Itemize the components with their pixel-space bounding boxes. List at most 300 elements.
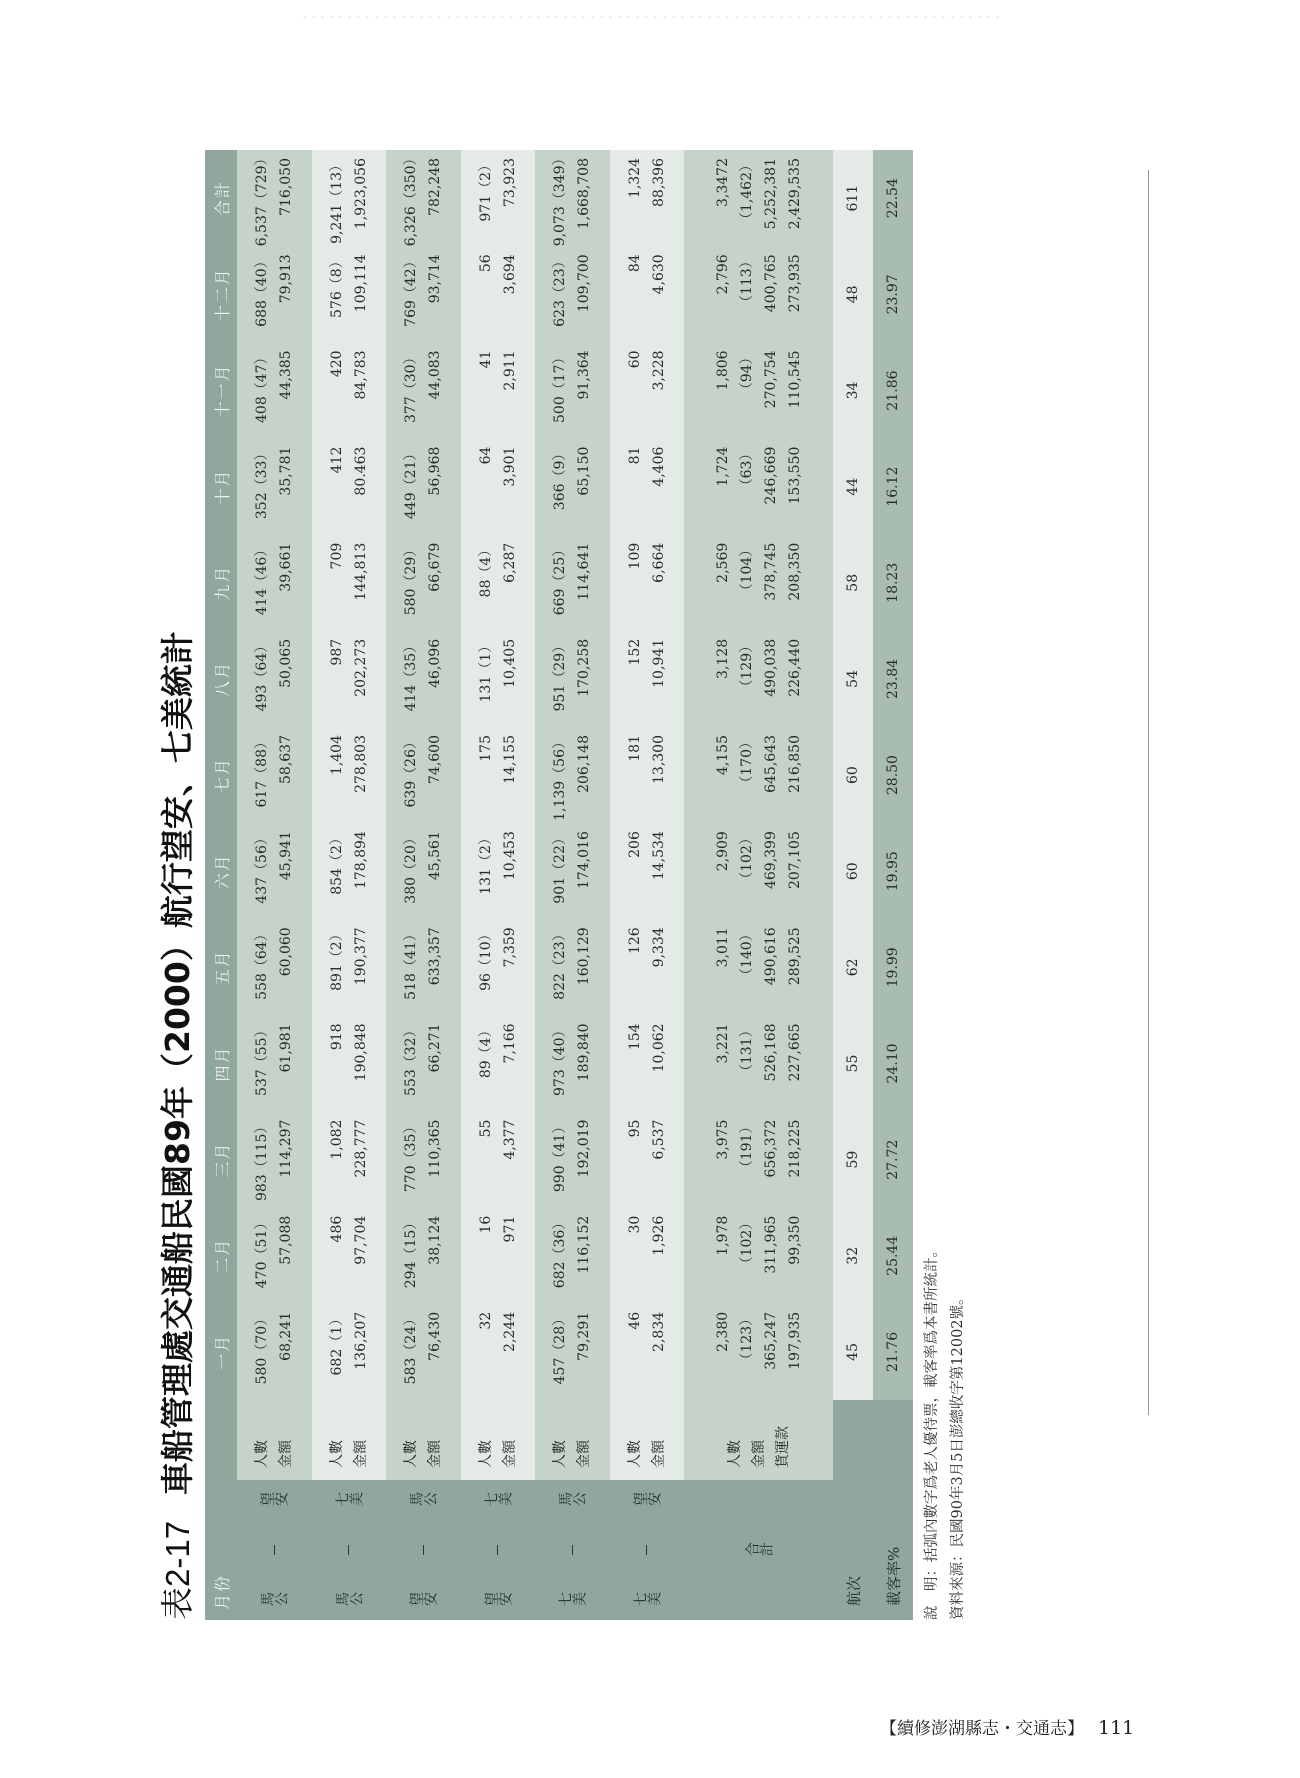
type-labels bbox=[237, 1400, 312, 1480]
cell-value: 44,385 bbox=[278, 350, 295, 400]
route-row bbox=[312, 150, 387, 1620]
data-cell bbox=[312, 246, 387, 342]
cell-value: 469,399 bbox=[762, 831, 779, 890]
cell-value: 81 bbox=[626, 446, 643, 465]
cell-value: 56 bbox=[477, 254, 494, 273]
cell-value: 197,935 bbox=[786, 1311, 803, 1370]
month-header: 五月 bbox=[205, 919, 237, 1015]
flights-row-value: 54 bbox=[833, 631, 873, 727]
cell-value: 175 bbox=[477, 735, 494, 762]
data-cell bbox=[535, 1208, 610, 1304]
type-label: 金額 bbox=[650, 1440, 667, 1468]
cell-value: 500（17） bbox=[552, 350, 569, 423]
data-cell bbox=[684, 439, 833, 535]
data-cell bbox=[237, 1208, 312, 1304]
data-cell bbox=[535, 1015, 610, 1111]
route-place: 望安 bbox=[483, 1592, 512, 1608]
cell-value: 380（20） bbox=[403, 831, 420, 904]
cell-value: 218,225 bbox=[786, 1119, 803, 1178]
cell-value: 639（26） bbox=[403, 735, 420, 808]
type-labels bbox=[312, 1400, 387, 1480]
data-cell bbox=[312, 919, 387, 1015]
route-place: 馬公 bbox=[260, 1592, 289, 1608]
rate-row-value: 19.95 bbox=[873, 823, 913, 919]
route-place: 馬公 bbox=[409, 1492, 438, 1508]
data-cell bbox=[386, 1304, 461, 1400]
data-cell bbox=[610, 246, 685, 342]
cell-value: 2,911 bbox=[501, 350, 518, 391]
flights-row-value: 44 bbox=[833, 439, 873, 535]
cell-value: 10,453 bbox=[501, 831, 518, 881]
data-cell bbox=[312, 1208, 387, 1304]
cell-value: 181 bbox=[626, 735, 643, 762]
type-label: 金額 bbox=[278, 1440, 295, 1468]
cell-value: 14,155 bbox=[501, 735, 518, 784]
type-label: 金額 bbox=[750, 1440, 767, 1468]
cell-value: 227,665 bbox=[786, 1023, 803, 1082]
cell-value: 822（23） bbox=[552, 927, 569, 1000]
data-cell bbox=[535, 919, 610, 1015]
month-header: 十一月 bbox=[205, 342, 237, 438]
cell-value: 4,377 bbox=[501, 1119, 518, 1160]
cell-value: 270,754 bbox=[762, 350, 779, 409]
cell-value: 3,975 bbox=[714, 1119, 731, 1160]
rate-row bbox=[873, 150, 913, 1620]
month-header: 七月 bbox=[205, 727, 237, 823]
cell-value: 64 bbox=[477, 446, 494, 465]
cell-value: 190,848 bbox=[352, 1023, 369, 1082]
data-cell bbox=[237, 823, 312, 919]
table-number: 表2-17 bbox=[159, 1520, 196, 1620]
route-place: 七美 bbox=[632, 1592, 661, 1608]
data-cell bbox=[610, 342, 685, 438]
route-place: 合計 bbox=[744, 1542, 773, 1558]
decorative-dots bbox=[300, 14, 1000, 20]
cell-value: 414（46） bbox=[254, 542, 271, 616]
cell-value: 294（15） bbox=[403, 1215, 420, 1289]
cell-value: 41 bbox=[477, 350, 494, 369]
data-cell bbox=[684, 919, 833, 1015]
data-cell bbox=[386, 631, 461, 727]
data-cell bbox=[237, 246, 312, 342]
cell-value: 901（22） bbox=[552, 831, 569, 904]
type-labels bbox=[610, 1400, 685, 1480]
note-source: 資料來源：民國90年3月5日澎總收字第12002號。 bbox=[950, 1290, 966, 1620]
cell-value: 580（29） bbox=[403, 542, 420, 616]
type-labels bbox=[535, 1400, 610, 1480]
data-cell bbox=[684, 1208, 833, 1304]
cell-value: （102） bbox=[738, 831, 755, 886]
cell-value: 987 bbox=[328, 638, 345, 666]
cell-value: 633,357 bbox=[427, 927, 444, 986]
route-dash bbox=[348, 1545, 349, 1555]
data-cell bbox=[386, 535, 461, 631]
route-place: 馬公 bbox=[334, 1592, 363, 1608]
flights-row-value: 45 bbox=[833, 1304, 873, 1400]
route-label bbox=[535, 1480, 610, 1620]
rate-row-value: 24.10 bbox=[873, 1015, 913, 1111]
cell-value: 6,537 bbox=[650, 1119, 667, 1160]
cell-value: 84,783 bbox=[352, 350, 369, 400]
cell-value: 682（1） bbox=[328, 1311, 345, 1376]
cell-value: 126 bbox=[626, 927, 643, 955]
cell-value: 13,300 bbox=[650, 735, 667, 784]
data-cell bbox=[684, 727, 833, 823]
rate-row-value: 23.84 bbox=[873, 631, 913, 727]
flights-row-value: 58 bbox=[833, 535, 873, 631]
cell-value: 80.463 bbox=[352, 446, 369, 496]
cell-value: 366（9） bbox=[552, 446, 569, 511]
route-place: 七美 bbox=[558, 1592, 587, 1608]
cell-value: （131） bbox=[738, 1023, 755, 1079]
rate-row-value: 22.54 bbox=[873, 150, 913, 246]
cell-value: 420 bbox=[328, 350, 345, 378]
data-cell bbox=[237, 342, 312, 438]
cell-value: 9,334 bbox=[650, 927, 667, 968]
data-cell bbox=[386, 150, 461, 246]
data-cell bbox=[535, 246, 610, 342]
cell-value: 2,380 bbox=[714, 1311, 731, 1352]
data-cell bbox=[461, 1208, 536, 1304]
data-cell bbox=[237, 150, 312, 246]
cell-value: 682（36） bbox=[552, 1215, 569, 1289]
data-cell bbox=[610, 1015, 685, 1111]
data-cell bbox=[610, 535, 685, 631]
cell-value: 2,834 bbox=[650, 1311, 667, 1352]
data-cell bbox=[237, 1112, 312, 1208]
month-header: 四月 bbox=[205, 1015, 237, 1111]
cell-value: 973（40） bbox=[552, 1023, 569, 1096]
cell-value: 208,350 bbox=[786, 542, 803, 601]
cell-value: 16 bbox=[477, 1215, 494, 1234]
cell-value: （1,462） bbox=[738, 158, 755, 227]
data-cell bbox=[610, 919, 685, 1015]
data-cell bbox=[610, 1208, 685, 1304]
corner-label: 月份 bbox=[205, 1400, 237, 1620]
cell-value: 490,038 bbox=[762, 638, 779, 697]
cell-value: 45,561 bbox=[427, 831, 444, 881]
route-dash bbox=[646, 1545, 647, 1555]
page-number: 111 bbox=[1098, 1717, 1135, 1739]
cell-value: 7,166 bbox=[501, 1023, 518, 1064]
cell-value: 3,3472 bbox=[714, 158, 731, 207]
cell-value: 4,406 bbox=[650, 446, 667, 487]
rate-row-value: 19.99 bbox=[873, 919, 913, 1015]
data-cell bbox=[610, 439, 685, 535]
cell-value: 414（35） bbox=[403, 638, 420, 712]
flights-row-value: 48 bbox=[833, 246, 873, 342]
rotated-table-page bbox=[155, 150, 1065, 1620]
cell-value: 136,207 bbox=[352, 1311, 369, 1370]
cell-value: 716,050 bbox=[278, 158, 295, 216]
cell-value: 378,745 bbox=[762, 542, 779, 601]
cell-value: 408（47） bbox=[254, 350, 271, 423]
flights-row-value: 32 bbox=[833, 1208, 873, 1304]
data-cell bbox=[461, 342, 536, 438]
data-cell bbox=[386, 727, 461, 823]
cell-value: 160,129 bbox=[576, 927, 593, 986]
data-cell bbox=[684, 1304, 833, 1400]
cell-value: （102） bbox=[738, 1215, 755, 1271]
cell-value: 206 bbox=[626, 831, 643, 858]
cell-value: 437（56） bbox=[254, 831, 271, 904]
cell-value: 202,273 bbox=[352, 638, 369, 697]
route-dash bbox=[274, 1545, 275, 1555]
data-cell bbox=[312, 823, 387, 919]
cell-value: 770（35） bbox=[403, 1119, 420, 1193]
cell-value: 38,124 bbox=[427, 1215, 444, 1265]
flights-row-value: 34 bbox=[833, 342, 873, 438]
data-cell bbox=[312, 342, 387, 438]
rate-row-value: 21.86 bbox=[873, 342, 913, 438]
data-cell bbox=[312, 535, 387, 631]
type-label: 金額 bbox=[576, 1440, 593, 1468]
cell-value: 79,913 bbox=[278, 254, 295, 304]
route-dash bbox=[423, 1545, 424, 1555]
cell-value: 576（8） bbox=[328, 254, 345, 318]
cell-value: （170） bbox=[738, 735, 755, 790]
flights-row-value: 611 bbox=[833, 150, 873, 246]
data-cell bbox=[535, 1112, 610, 1208]
table-title bbox=[155, 631, 201, 1620]
route-dash bbox=[572, 1545, 573, 1555]
route-row bbox=[610, 150, 685, 1620]
data-cell bbox=[237, 1015, 312, 1111]
cell-value: 951（29） bbox=[552, 638, 569, 712]
flights-row bbox=[833, 150, 873, 1620]
cell-value: 152 bbox=[626, 638, 643, 666]
cell-value: 486 bbox=[328, 1215, 345, 1243]
route-label bbox=[610, 1480, 685, 1620]
cell-value: 580（70） bbox=[254, 1311, 271, 1385]
data-cell bbox=[461, 439, 536, 535]
book-title: 【續修澎湖縣志・交通志】 bbox=[880, 1719, 1084, 1739]
route-row bbox=[386, 150, 461, 1620]
page-footer bbox=[880, 1714, 1134, 1739]
cell-value: 1,082 bbox=[328, 1119, 345, 1160]
cell-value: （63） bbox=[738, 446, 755, 493]
route-label bbox=[312, 1480, 387, 1620]
cell-value: 56,968 bbox=[427, 446, 444, 496]
cell-value: 93,714 bbox=[427, 254, 444, 304]
cell-value: 7,359 bbox=[501, 927, 518, 968]
data-cell bbox=[312, 150, 387, 246]
cell-value: 352（33） bbox=[254, 446, 271, 520]
data-cell bbox=[461, 246, 536, 342]
month-header: 十二月 bbox=[205, 246, 237, 342]
cell-value: 109,700 bbox=[576, 254, 593, 313]
cell-value: 206,148 bbox=[576, 735, 593, 793]
cell-value: （113） bbox=[738, 254, 755, 310]
cell-value: 45,941 bbox=[278, 831, 295, 881]
cell-value: 971 bbox=[501, 1215, 518, 1243]
cell-value: 278,803 bbox=[352, 735, 369, 793]
month-header: 九月 bbox=[205, 535, 237, 631]
data-cell bbox=[237, 1304, 312, 1400]
data-cell bbox=[461, 919, 536, 1015]
type-labels bbox=[684, 1400, 833, 1480]
month-header: 十月 bbox=[205, 439, 237, 535]
cell-value: 891（2） bbox=[328, 927, 345, 991]
cell-value: 311,965 bbox=[762, 1215, 779, 1274]
cell-value: 58,637 bbox=[278, 735, 295, 784]
cell-value: 116,152 bbox=[576, 1215, 593, 1274]
data-cell bbox=[610, 150, 685, 246]
cell-value: 68,241 bbox=[278, 1311, 295, 1361]
data-cell bbox=[312, 727, 387, 823]
type-labels bbox=[386, 1400, 461, 1480]
cell-value: 61,981 bbox=[278, 1023, 295, 1073]
month-header-row bbox=[205, 150, 237, 1620]
cell-value: 971（2） bbox=[477, 158, 494, 222]
cell-value: 96（10） bbox=[477, 927, 494, 991]
route-row bbox=[535, 150, 610, 1620]
cell-value: 1,978 bbox=[714, 1215, 731, 1256]
cell-value: 3,694 bbox=[501, 254, 518, 295]
cell-value: 216,850 bbox=[786, 735, 803, 793]
cell-value: （104） bbox=[738, 542, 755, 598]
cell-value: 14,534 bbox=[650, 831, 667, 881]
cell-value: 558（64） bbox=[254, 927, 271, 1000]
route-row bbox=[461, 150, 536, 1620]
data-cell bbox=[684, 1015, 833, 1111]
cell-value: 60 bbox=[626, 350, 643, 369]
cell-value: 30 bbox=[626, 1215, 643, 1234]
cell-value: 457（28） bbox=[552, 1311, 569, 1385]
cell-value: 114,297 bbox=[278, 1119, 295, 1178]
rate-row-value: 28.50 bbox=[873, 727, 913, 823]
data-cell bbox=[535, 823, 610, 919]
type-label: 金額 bbox=[352, 1440, 369, 1468]
data-cell bbox=[237, 535, 312, 631]
data-cell bbox=[535, 535, 610, 631]
flights-row-value: 55 bbox=[833, 1015, 873, 1111]
notes bbox=[919, 1243, 971, 1620]
route-label bbox=[684, 1480, 833, 1620]
route-place: 望安 bbox=[632, 1492, 661, 1508]
cell-value: 1,324 bbox=[626, 158, 643, 199]
cell-value: 66,271 bbox=[427, 1023, 444, 1073]
data-cell bbox=[386, 1015, 461, 1111]
data-cell bbox=[312, 1304, 387, 1400]
cell-value: 583（24） bbox=[403, 1311, 420, 1385]
data-cell bbox=[684, 535, 833, 631]
cell-value: 10,405 bbox=[501, 638, 518, 688]
cell-value: 6,537（729） bbox=[254, 151, 271, 247]
flights-row-value: 59 bbox=[833, 1112, 873, 1208]
data-cell bbox=[386, 1112, 461, 1208]
data-cell bbox=[237, 631, 312, 727]
cell-value: 6,287 bbox=[501, 542, 518, 583]
cell-value: 226,440 bbox=[786, 638, 803, 697]
data-cell bbox=[535, 342, 610, 438]
data-cell bbox=[535, 439, 610, 535]
month-header: 三月 bbox=[205, 1112, 237, 1208]
data-cell bbox=[461, 535, 536, 631]
cell-value: 9,073（349） bbox=[552, 151, 569, 247]
route-dash bbox=[497, 1545, 498, 1555]
cell-value: 365,247 bbox=[762, 1311, 779, 1370]
data-cell bbox=[312, 1015, 387, 1111]
rate-row-value: 27.72 bbox=[873, 1112, 913, 1208]
month-header: 一月 bbox=[205, 1304, 237, 1400]
data-cell bbox=[461, 1304, 536, 1400]
cell-value: 470（51） bbox=[254, 1215, 271, 1289]
cell-value: 918 bbox=[328, 1023, 345, 1051]
data-cell bbox=[386, 1208, 461, 1304]
cell-value: 110,365 bbox=[427, 1119, 444, 1178]
rate-row-value: 25.44 bbox=[873, 1208, 913, 1304]
cell-value: 66,679 bbox=[427, 542, 444, 592]
rate-row-label: 載客率% bbox=[873, 1400, 913, 1620]
cell-value: 32 bbox=[477, 1311, 494, 1330]
cell-value: 645,643 bbox=[762, 735, 779, 793]
cell-value: 79,291 bbox=[576, 1311, 593, 1361]
cell-value: 110,545 bbox=[786, 350, 803, 409]
data-cell bbox=[610, 631, 685, 727]
cell-value: 3,221 bbox=[714, 1023, 731, 1064]
cell-value: 4,630 bbox=[650, 254, 667, 295]
data-cell bbox=[237, 919, 312, 1015]
data-cell bbox=[461, 631, 536, 727]
cell-value: 6,664 bbox=[650, 542, 667, 583]
route-label bbox=[461, 1480, 536, 1620]
cell-value: 2,244 bbox=[501, 1311, 518, 1352]
rate-row-value: 23.97 bbox=[873, 246, 913, 342]
data-cell bbox=[610, 1304, 685, 1400]
cell-value: 1,724 bbox=[714, 446, 731, 487]
cell-value: 153,550 bbox=[786, 446, 803, 505]
flights-row-value: 60 bbox=[833, 727, 873, 823]
cell-value: 44,083 bbox=[427, 350, 444, 400]
data-cell bbox=[312, 631, 387, 727]
cell-value: 3,901 bbox=[501, 446, 518, 487]
type-label: 人數 bbox=[552, 1440, 569, 1468]
data-cell bbox=[386, 919, 461, 1015]
route-place: 望安 bbox=[260, 1492, 289, 1508]
cell-value: 3,228 bbox=[650, 350, 667, 391]
cell-value: 769（42） bbox=[403, 254, 420, 327]
cell-value: 3,011 bbox=[714, 927, 731, 968]
cell-value: 207,105 bbox=[786, 831, 803, 890]
cell-value: 377（30） bbox=[403, 350, 420, 423]
cell-value: 189,840 bbox=[576, 1023, 593, 1082]
data-cell bbox=[461, 150, 536, 246]
data-cell bbox=[461, 1015, 536, 1111]
data-cell bbox=[386, 439, 461, 535]
data-cell bbox=[684, 150, 833, 246]
cell-value: 2,909 bbox=[714, 831, 731, 872]
cell-value: 400,765 bbox=[762, 254, 779, 313]
data-cell bbox=[386, 342, 461, 438]
cell-value: 617（88） bbox=[254, 735, 271, 808]
data-cell bbox=[461, 823, 536, 919]
type-label: 人數 bbox=[403, 1440, 420, 1468]
cell-value: （129） bbox=[738, 638, 755, 694]
route-row bbox=[684, 150, 833, 1620]
cell-value: 10,941 bbox=[650, 638, 667, 688]
cell-value: 669（25） bbox=[552, 542, 569, 616]
type-label: 金額 bbox=[427, 1440, 444, 1468]
flights-row-value: 62 bbox=[833, 919, 873, 1015]
cell-value: 1,668,708 bbox=[576, 158, 593, 230]
cell-value: 1,923,056 bbox=[352, 158, 369, 230]
data-cell bbox=[610, 1112, 685, 1208]
cell-value: 57,088 bbox=[278, 1215, 295, 1265]
data-cell bbox=[684, 631, 833, 727]
cell-value: 228,777 bbox=[352, 1119, 369, 1178]
cell-value: 109,114 bbox=[352, 254, 369, 313]
